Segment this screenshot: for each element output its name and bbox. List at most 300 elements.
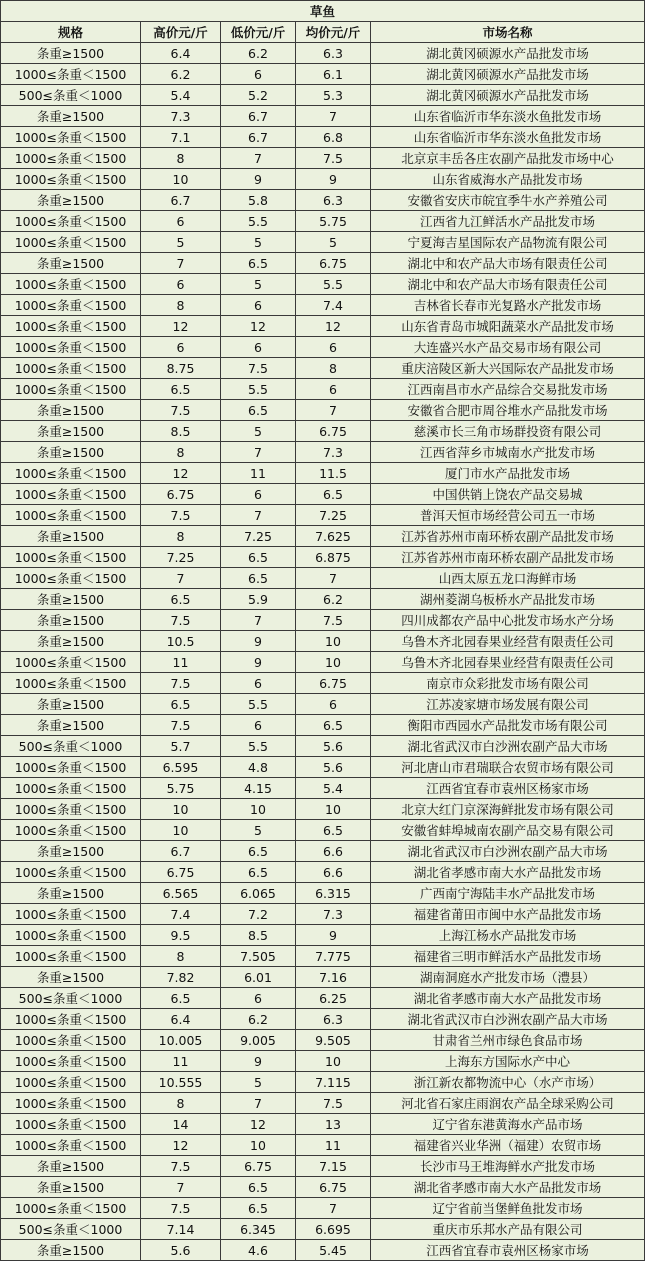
cell-market-name: 江苏凌家塘市场发展有限公司 [371,694,645,715]
cell-avg-price: 7.775 [296,946,371,967]
cell-spec: 1000≤条重＜1500 [1,799,141,820]
table-row [1,1198,645,1219]
cell-low-price: 6 [221,988,296,1009]
cell-high-price: 10.555 [141,1072,221,1093]
cell-spec: 条重≥1500 [1,526,141,547]
cell-low-price: 8.5 [221,925,296,946]
cell-low-price: 9 [221,169,296,190]
cell-spec: 1000≤条重＜1500 [1,274,141,295]
cell-high-price: 6.565 [141,883,221,904]
cell-spec: 条重≥1500 [1,883,141,904]
table-row [1,694,645,715]
cell-avg-price: 5.4 [296,778,371,799]
cell-high-price: 9.5 [141,925,221,946]
cell-spec: 1000≤条重＜1500 [1,547,141,568]
cell-market-name: 湖北中和农产品大市场有限责任公司 [371,253,645,274]
cell-low-price: 5 [221,232,296,253]
cell-avg-price: 5.45 [296,1240,371,1261]
table-row [1,988,645,1009]
table-row [1,421,645,442]
cell-market-name: 宁夏海吉星国际农产品物流有限公司 [371,232,645,253]
table-row [1,841,645,862]
cell-high-price: 7.5 [141,715,221,736]
table-row [1,589,645,610]
cell-high-price: 7 [141,253,221,274]
table-row [1,169,645,190]
cell-low-price: 6.01 [221,967,296,988]
table-row [1,925,645,946]
cell-avg-price: 6.6 [296,841,371,862]
cell-market-name: 辽宁省前当堡鲜鱼批发市场 [371,1198,645,1219]
table-row [1,1030,645,1051]
cell-low-price: 10 [221,1135,296,1156]
table-row [1,358,645,379]
cell-high-price: 10 [141,799,221,820]
cell-high-price: 14 [141,1114,221,1135]
table-row [1,1051,645,1072]
cell-avg-price: 7.5 [296,610,371,631]
cell-avg-price: 6.25 [296,988,371,1009]
cell-low-price: 6.345 [221,1219,296,1240]
cell-market-name: 衡阳市西园水产品批发市场有限公司 [371,715,645,736]
table-row [1,484,645,505]
cell-high-price: 10 [141,820,221,841]
cell-spec: 500≤条重＜1000 [1,85,141,106]
cell-spec: 条重≥1500 [1,589,141,610]
cell-market-name: 湖北省武汉市白沙洲农副产品大市场 [371,841,645,862]
cell-high-price: 7.82 [141,967,221,988]
cell-high-price: 8 [141,1093,221,1114]
cell-high-price: 6.7 [141,841,221,862]
cell-high-price: 5.75 [141,778,221,799]
cell-market-name: 湖北省武汉市白沙洲农副产品大市场 [371,736,645,757]
cell-spec: 1000≤条重＜1500 [1,904,141,925]
table-row [1,211,645,232]
cell-spec: 1000≤条重＜1500 [1,484,141,505]
cell-market-name: 安徽省合肥市周谷堆水产品批发市场 [371,400,645,421]
cell-market-name: 上海江杨水产品批发市场 [371,925,645,946]
cell-avg-price: 7.5 [296,1093,371,1114]
cell-high-price: 6.7 [141,190,221,211]
cell-low-price: 5.5 [221,379,296,400]
cell-spec: 条重≥1500 [1,694,141,715]
cell-market-name: 湖北黄冈硕源水产品批发市场 [371,85,645,106]
table-row [1,799,645,820]
table-row [1,64,645,85]
cell-low-price: 7 [221,505,296,526]
table-row [1,757,645,778]
cell-low-price: 6.5 [221,862,296,883]
cell-market-name: 辽宁省东港黄海水产品市场 [371,1114,645,1135]
cell-spec: 条重≥1500 [1,967,141,988]
cell-spec: 条重≥1500 [1,43,141,64]
cell-low-price: 12 [221,1114,296,1135]
cell-high-price: 7.5 [141,400,221,421]
table-row [1,190,645,211]
cell-market-name: 湖北中和农产品大市场有限责任公司 [371,274,645,295]
table-row [1,526,645,547]
cell-low-price: 6.2 [221,1009,296,1030]
cell-low-price: 6.5 [221,841,296,862]
table-row [1,1009,645,1030]
cell-market-name: 江苏省苏州市南环桥农副产品批发市场 [371,526,645,547]
cell-spec: 1000≤条重＜1500 [1,1051,141,1072]
cell-avg-price: 9.505 [296,1030,371,1051]
cell-avg-price: 6.3 [296,43,371,64]
cell-low-price: 12 [221,316,296,337]
cell-spec: 条重≥1500 [1,1156,141,1177]
table-row [1,862,645,883]
cell-high-price: 6 [141,274,221,295]
cell-spec: 1000≤条重＜1500 [1,1198,141,1219]
table-body [1,43,645,1261]
cell-low-price: 6.5 [221,253,296,274]
cell-high-price: 8 [141,295,221,316]
cell-high-price: 12 [141,1135,221,1156]
cell-market-name: 湖北黄冈硕源水产品批发市场 [371,43,645,64]
table-row [1,736,645,757]
cell-high-price: 6.4 [141,43,221,64]
table-row [1,337,645,358]
cell-low-price: 6 [221,484,296,505]
cell-spec: 1000≤条重＜1500 [1,211,141,232]
cell-spec: 500≤条重＜1000 [1,988,141,1009]
cell-low-price: 6.5 [221,568,296,589]
cell-low-price: 6 [221,295,296,316]
cell-low-price: 9.005 [221,1030,296,1051]
cell-low-price: 5 [221,421,296,442]
cell-high-price: 7.1 [141,127,221,148]
cell-avg-price: 6 [296,379,371,400]
cell-spec: 1000≤条重＜1500 [1,1009,141,1030]
cell-spec: 1000≤条重＜1500 [1,232,141,253]
cell-avg-price: 6 [296,694,371,715]
cell-market-name: 浙江新农都物流中心（水产市场） [371,1072,645,1093]
cell-avg-price: 6.6 [296,862,371,883]
cell-market-name: 乌鲁木齐北园春果业经营有限责任公司 [371,631,645,652]
cell-high-price: 5.6 [141,1240,221,1261]
cell-high-price: 6.75 [141,862,221,883]
cell-avg-price: 6.8 [296,127,371,148]
cell-spec: 1000≤条重＜1500 [1,946,141,967]
cell-high-price: 7.5 [141,610,221,631]
cell-low-price: 6 [221,64,296,85]
cell-spec: 条重≥1500 [1,631,141,652]
table-row [1,379,645,400]
cell-spec: 1000≤条重＜1500 [1,358,141,379]
table-row [1,967,645,988]
cell-market-name: 河北省石家庄雨润农产品全球采购公司 [371,1093,645,1114]
table-row [1,778,645,799]
cell-avg-price: 10 [296,652,371,673]
cell-spec: 条重≥1500 [1,400,141,421]
cell-market-name: 湖北省武汉市白沙洲农副产品大市场 [371,1009,645,1030]
cell-market-name: 中国供销上饶农产品交易城 [371,484,645,505]
table-row [1,1135,645,1156]
cell-avg-price: 7.115 [296,1072,371,1093]
cell-high-price: 7 [141,568,221,589]
cell-spec: 条重≥1500 [1,106,141,127]
cell-market-name: 吉林省长春市光复路水产批发市场 [371,295,645,316]
cell-low-price: 9 [221,1051,296,1072]
cell-market-name: 湖州菱湖乌板桥水产品批发市场 [371,589,645,610]
cell-low-price: 6 [221,673,296,694]
cell-market-name: 重庆涪陵区新大兴国际农产品批发市场 [371,358,645,379]
cell-spec: 1000≤条重＜1500 [1,652,141,673]
cell-high-price: 6.75 [141,484,221,505]
cell-high-price: 5 [141,232,221,253]
cell-avg-price: 9 [296,169,371,190]
cell-high-price: 7.5 [141,1198,221,1219]
cell-market-name: 福建省三明市鲜活水产品批发市场 [371,946,645,967]
cell-spec: 1000≤条重＜1500 [1,820,141,841]
cell-low-price: 6.065 [221,883,296,904]
cell-market-name: 河北唐山市君瑞联合农贸市场有限公司 [371,757,645,778]
table-row [1,43,645,64]
table-row [1,631,645,652]
cell-low-price: 6 [221,715,296,736]
cell-high-price: 7.25 [141,547,221,568]
cell-spec: 条重≥1500 [1,442,141,463]
cell-market-name: 湖北省孝感市南大水产品批发市场 [371,988,645,1009]
table-row [1,610,645,631]
cell-low-price: 11 [221,463,296,484]
cell-spec: 1000≤条重＜1500 [1,1093,141,1114]
cell-high-price: 11 [141,652,221,673]
table-row [1,568,645,589]
cell-low-price: 5.5 [221,736,296,757]
cell-market-name: 上海东方国际水产中心 [371,1051,645,1072]
cell-high-price: 6.5 [141,694,221,715]
cell-market-name: 普洱天恒市场经营公司五一市场 [371,505,645,526]
table-row [1,463,645,484]
table-row [1,820,645,841]
cell-avg-price: 13 [296,1114,371,1135]
cell-avg-price: 6.75 [296,673,371,694]
cell-low-price: 7 [221,610,296,631]
table-row [1,1240,645,1261]
cell-low-price: 7 [221,148,296,169]
cell-avg-price: 6 [296,337,371,358]
table-row [1,547,645,568]
cell-high-price: 8 [141,526,221,547]
table-row [1,904,645,925]
cell-high-price: 5.7 [141,736,221,757]
cell-low-price: 7.5 [221,358,296,379]
cell-avg-price: 6.5 [296,715,371,736]
cell-spec: 1000≤条重＜1500 [1,1135,141,1156]
cell-spec: 1000≤条重＜1500 [1,1072,141,1093]
cell-low-price: 7 [221,1093,296,1114]
cell-high-price: 8.5 [141,421,221,442]
cell-market-name: 慈溪市长三角市场群投资有限公司 [371,421,645,442]
cell-high-price: 8 [141,148,221,169]
cell-avg-price: 7.5 [296,148,371,169]
cell-avg-price: 6.5 [296,820,371,841]
cell-avg-price: 6.75 [296,421,371,442]
cell-market-name: 江西省九江鲜活水产品批发市场 [371,211,645,232]
header-low-price: 低价元/斤 [221,22,296,43]
cell-spec: 1000≤条重＜1500 [1,379,141,400]
cell-market-name: 江西南昌市水产品综合交易批发市场 [371,379,645,400]
cell-high-price: 8.75 [141,358,221,379]
cell-avg-price: 8 [296,358,371,379]
cell-high-price: 6.5 [141,988,221,1009]
cell-avg-price: 5.75 [296,211,371,232]
table-row [1,715,645,736]
cell-high-price: 7 [141,1177,221,1198]
cell-spec: 条重≥1500 [1,841,141,862]
cell-low-price: 9 [221,652,296,673]
cell-high-price: 5.4 [141,85,221,106]
table-row [1,1072,645,1093]
cell-avg-price: 5.6 [296,736,371,757]
cell-high-price: 6 [141,211,221,232]
table-row [1,946,645,967]
cell-high-price: 12 [141,463,221,484]
cell-market-name: 湖北省孝感市南大水产品批发市场 [371,862,645,883]
cell-market-name: 湖北省孝感市南大水产品批发市场 [371,1177,645,1198]
cell-low-price: 5.2 [221,85,296,106]
cell-spec: 1000≤条重＜1500 [1,1114,141,1135]
cell-market-name: 江西省萍乡市城南水产批发市场 [371,442,645,463]
cell-avg-price: 7.625 [296,526,371,547]
cell-avg-price: 5.5 [296,274,371,295]
cell-market-name: 山东省临沂市华东淡水鱼批发市场 [371,127,645,148]
cell-market-name: 山东省威海水产品批发市场 [371,169,645,190]
cell-high-price: 7.4 [141,904,221,925]
table-row [1,442,645,463]
cell-market-name: 广西南宁海陆丰水产品批发市场 [371,883,645,904]
cell-high-price: 6 [141,337,221,358]
table-row [1,127,645,148]
cell-high-price: 10 [141,169,221,190]
cell-spec: 500≤条重＜1000 [1,1219,141,1240]
cell-avg-price: 6.875 [296,547,371,568]
cell-high-price: 6.2 [141,64,221,85]
table-row [1,883,645,904]
cell-avg-price: 6.75 [296,253,371,274]
table-row [1,148,645,169]
cell-spec: 1000≤条重＜1500 [1,757,141,778]
cell-avg-price: 6.3 [296,1009,371,1030]
cell-spec: 1000≤条重＜1500 [1,505,141,526]
cell-avg-price: 7.4 [296,295,371,316]
cell-spec: 1000≤条重＜1500 [1,127,141,148]
cell-avg-price: 5.3 [296,85,371,106]
cell-avg-price: 6.3 [296,190,371,211]
cell-avg-price: 5.6 [296,757,371,778]
cell-spec: 1000≤条重＜1500 [1,463,141,484]
table-row [1,1114,645,1135]
cell-high-price: 7.5 [141,673,221,694]
table-row [1,274,645,295]
cell-low-price: 5.8 [221,190,296,211]
cell-low-price: 5.9 [221,589,296,610]
cell-avg-price: 11.5 [296,463,371,484]
cell-low-price: 5 [221,274,296,295]
cell-low-price: 6.5 [221,1177,296,1198]
header-high-price: 高价元/斤 [141,22,221,43]
cell-low-price: 6 [221,337,296,358]
table-row [1,316,645,337]
cell-market-name: 南京市众彩批发市场有限公司 [371,673,645,694]
cell-low-price: 4.15 [221,778,296,799]
cell-low-price: 4.6 [221,1240,296,1261]
cell-spec: 条重≥1500 [1,421,141,442]
cell-market-name: 江苏省苏州市南环桥农副产品批发市场 [371,547,645,568]
cell-avg-price: 7 [296,568,371,589]
table-title: 草鱼 [1,1,645,22]
cell-avg-price: 6.2 [296,589,371,610]
cell-high-price: 6.595 [141,757,221,778]
cell-avg-price: 6.1 [296,64,371,85]
cell-low-price: 6.75 [221,1156,296,1177]
cell-low-price: 7.2 [221,904,296,925]
cell-market-name: 厦门市水产品批发市场 [371,463,645,484]
cell-high-price: 6.5 [141,589,221,610]
cell-spec: 1000≤条重＜1500 [1,778,141,799]
cell-market-name: 安徽省安庆市皖宜季牛水产养殖公司 [371,190,645,211]
table-row [1,1177,645,1198]
cell-avg-price: 10 [296,799,371,820]
cell-market-name: 北京京丰岳各庄农副产品批发市场中心 [371,148,645,169]
header-spec: 规格 [1,22,141,43]
cell-avg-price: 7 [296,1198,371,1219]
cell-avg-price: 5 [296,232,371,253]
table-row [1,232,645,253]
header-market-name: 市场名称 [371,22,645,43]
cell-market-name: 湖南洞庭水产批发市场（澧县） [371,967,645,988]
table-row [1,1219,645,1240]
cell-avg-price: 6.5 [296,484,371,505]
cell-low-price: 6.5 [221,400,296,421]
cell-low-price: 6.7 [221,106,296,127]
cell-low-price: 7 [221,442,296,463]
cell-market-name: 福建省莆田市闽中水产品批发市场 [371,904,645,925]
table-row [1,1156,645,1177]
cell-market-name: 山东省临沂市华东淡水鱼批发市场 [371,106,645,127]
cell-avg-price: 11 [296,1135,371,1156]
cell-market-name: 山东省青岛市城阳蔬菜水产品批发市场 [371,316,645,337]
cell-high-price: 12 [141,316,221,337]
cell-spec: 1000≤条重＜1500 [1,295,141,316]
cell-spec: 1000≤条重＜1500 [1,169,141,190]
cell-spec: 1000≤条重＜1500 [1,148,141,169]
cell-low-price: 7.505 [221,946,296,967]
header-avg-price: 均价元/斤 [296,22,371,43]
table-row [1,295,645,316]
cell-low-price: 7.25 [221,526,296,547]
cell-market-name: 福建省兴业华洲（福建）农贸市场 [371,1135,645,1156]
cell-low-price: 5 [221,820,296,841]
table-row [1,673,645,694]
cell-spec: 条重≥1500 [1,190,141,211]
cell-spec: 1000≤条重＜1500 [1,862,141,883]
cell-spec: 条重≥1500 [1,1240,141,1261]
cell-low-price: 6.2 [221,43,296,64]
cell-low-price: 10 [221,799,296,820]
cell-low-price: 6.5 [221,547,296,568]
cell-avg-price: 10 [296,631,371,652]
cell-low-price: 5.5 [221,211,296,232]
cell-spec: 条重≥1500 [1,1177,141,1198]
cell-market-name: 大连盛兴水产品交易市场有限公司 [371,337,645,358]
table-row [1,253,645,274]
cell-avg-price: 7.3 [296,442,371,463]
cell-avg-price: 9 [296,925,371,946]
cell-avg-price: 10 [296,1051,371,1072]
